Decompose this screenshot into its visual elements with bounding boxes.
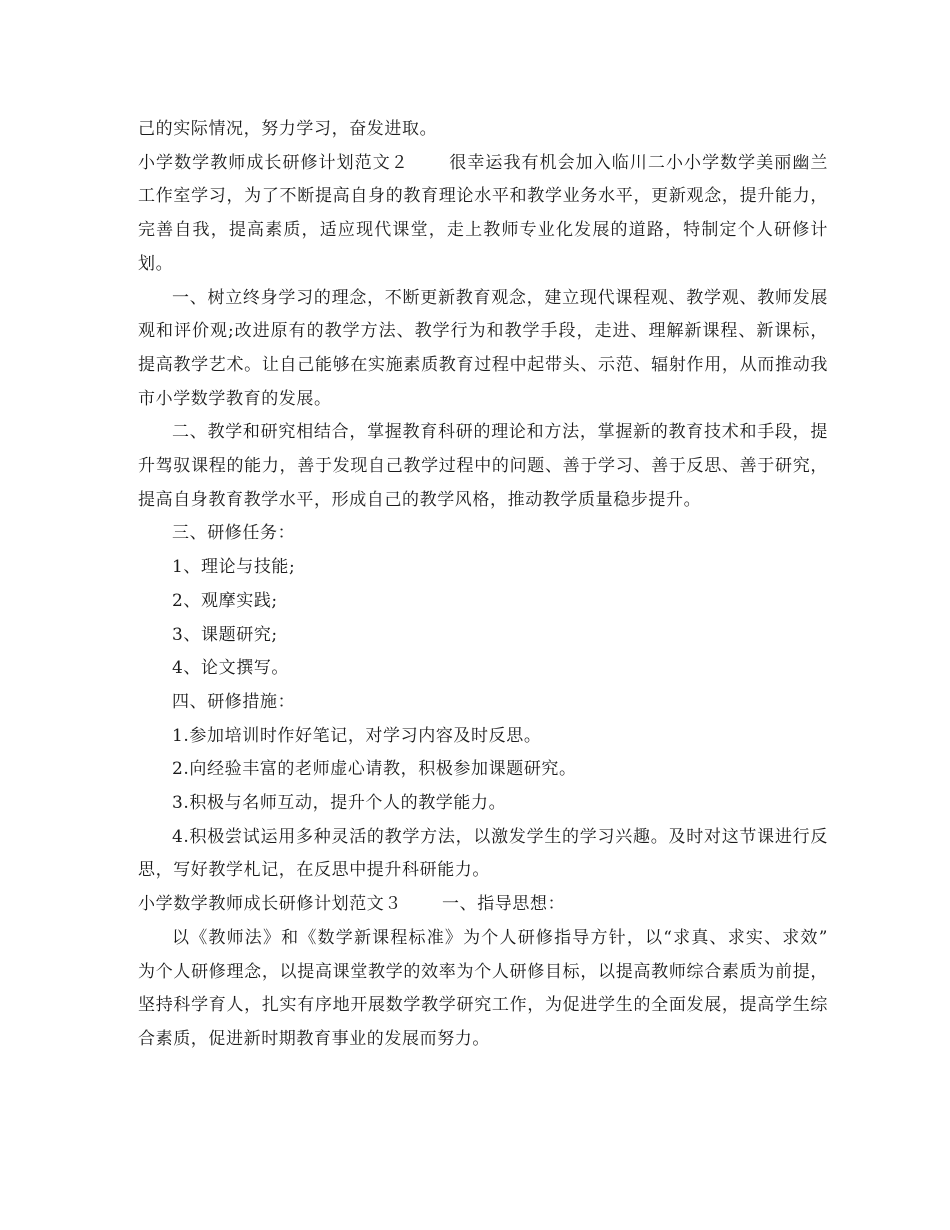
paragraph-text: 四、研修措施：	[172, 691, 296, 712]
paragraph-text: 一、树立终身学习的理念，不断更新教育观念，建立现代课程观、教学观、教师发展观和评价观;改进原有的教学方法、教学行为和教学手段，走进、理解新课程、新课标，提高教学艺术。让自己能够在实施素质教育过程中起带头、示范、辐射作用，从而推动我市小学数学教育的发展。	[138, 287, 828, 409]
section-heading: 小学数学教师成长研修计划范文３	[138, 894, 402, 915]
paragraph-text: 4、论文撰写。	[172, 658, 290, 679]
paragraph	[138, 416, 828, 517]
paragraph-text: 己的实际情况，努力学习，奋发进取。	[138, 119, 438, 139]
list-item	[138, 652, 828, 686]
paragraph-text: 3、课题研究;	[172, 624, 278, 645]
paragraph	[138, 888, 828, 922]
document-body	[138, 113, 846, 1057]
list-item	[138, 787, 828, 821]
paragraph-text: 2、观摩实践;	[172, 590, 278, 611]
paragraph	[138, 113, 828, 147]
paragraph-text: 三、研修任务：	[172, 523, 296, 544]
paragraph-text: 很幸运我有机会加入临川二小小学数学美丽幽兰工作室学习，为了不断提高自身的教育理论水平和教学业务水平，更新观念，提升能力，完善自我，提高素质，适应现代课堂，走上教师专业化发展的道路，特制定个人研修计划。	[138, 152, 829, 274]
paragraph-text: 以《教师法》和《数学新课程标准》为个人研修指导方针，以“求真、求实、求效” 为个人研修理念，以提高课堂教学的效率为个人研修目标，以提高教师综合素质为前提，坚持科学育人，扎实有序地开展数学教学研究工作，为促进学生的全面发展，提高学生综合素质，促进新时期教育事业的发展而努力。	[138, 927, 846, 1049]
list-item	[138, 753, 828, 787]
paragraph	[138, 147, 828, 282]
list-item	[138, 821, 828, 888]
list-heading	[138, 517, 828, 551]
paragraph-text: 1.参加培训时作好笔记，对学习内容及时反思。	[172, 725, 542, 746]
paragraph-text: 二、教学和研究相结合，掌握教育科研的理论和方法，掌握新的教育技术和手段，提升驾驭课程的能力，善于发现自己教学过程中的问题、善于学习、善于反思、善于研究，提高自身教育教学水平，形成自己的教学风格，推动教学质量稳步提升。	[138, 422, 828, 510]
paragraph	[138, 282, 828, 417]
paragraph-text: 1、理论与技能;	[172, 557, 296, 578]
paragraph-text: 2.向经验丰富的老师虚心请教，积极参加课题研究。	[172, 759, 577, 780]
list-heading	[138, 686, 828, 720]
paragraph	[138, 922, 846, 1057]
paragraph-text: 4.积极尝试运用多种灵活的教学方法，以激发学生的学习兴趣。及时对这节课进行反思，写好教学札记，在反思中提升科研能力。	[138, 826, 828, 881]
list-item	[138, 551, 828, 585]
list-item	[138, 585, 828, 619]
paragraph-text: 一、指导思想：	[442, 894, 566, 915]
section-heading: 小学数学教师成长研修计划范文２	[138, 152, 409, 173]
paragraph-text: 3.积极与名师互动，提升个人的教学能力。	[172, 793, 507, 814]
list-item	[138, 720, 828, 754]
list-item	[138, 619, 828, 653]
